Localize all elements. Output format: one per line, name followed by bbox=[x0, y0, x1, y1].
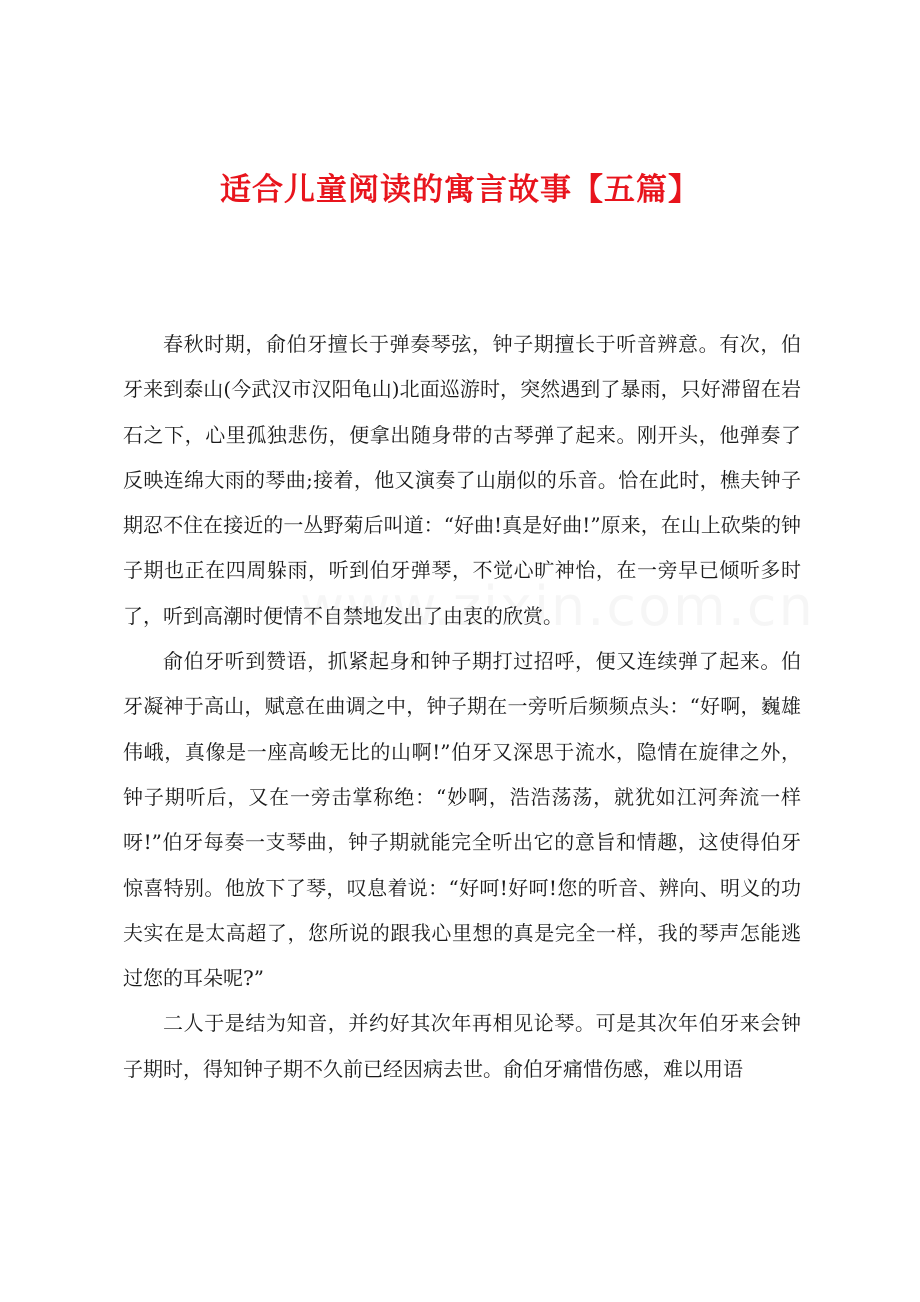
paragraph: 俞伯牙听到赞语，抓紧起身和钟子期打过招呼，便又连续弹了起来。伯牙凝神于高山，赋意在曲调之中，钟子期在一旁听后频频点头：“好啊，巍雄伟峨，真像是一座高峻无比的山啊!”伯牙又深思于流水，隐情在旋律之外，钟子期听后，又在一旁击掌称绝：“妙啊，浩浩荡荡，就犹如江河奔流一样呀!”伯牙每奏一支琴曲，钟子期就能完全听出它的意旨和情趣，这使得伯牙惊喜特别。他放下了琴，叹息着说：“好呵!好呵!您的听音、辨向、明义的功夫实在是太高超了，您所说的跟我心里想的真是完全一样，我的琴声怎能逃过您的耳朵呢?” bbox=[123, 649, 801, 991]
document-title: 适合儿童阅读的寓言故事【五篇】 bbox=[220, 172, 700, 208]
document-body bbox=[123, 322, 801, 1092]
paragraph: 二人于是结为知音，并约好其次年再相见论琴。可是其次年伯牙来会钟子期时，得知钟子期不久前已经因病去世。俞伯牙痛惜伤感，难以用语 bbox=[123, 1011, 801, 1081]
paragraph: 春秋时期，俞伯牙擅长于弹奏琴弦，钟子期擅长于听音辨意。有次，伯牙来到泰山(今武汉市汉阳龟山)北面巡游时，突然遇到了暴雨，只好滞留在岩石之下，心里孤独悲伤，便拿出随身带的古琴弹了起来。刚开头，他弹奏了反映连绵大雨的琴曲;接着，他又演奏了山崩似的乐音。恰在此时，樵夫钟子期忍不住在接近的一丛野菊后叫道：“好曲!真是好曲!”原来，在山上砍柴的钟子期也正在四周躲雨，听到伯牙弹琴，不觉心旷神怡，在一旁早已倾听多时了，听到高潮时便情不自禁地发出了由衷的欣赏。 bbox=[123, 332, 801, 628]
